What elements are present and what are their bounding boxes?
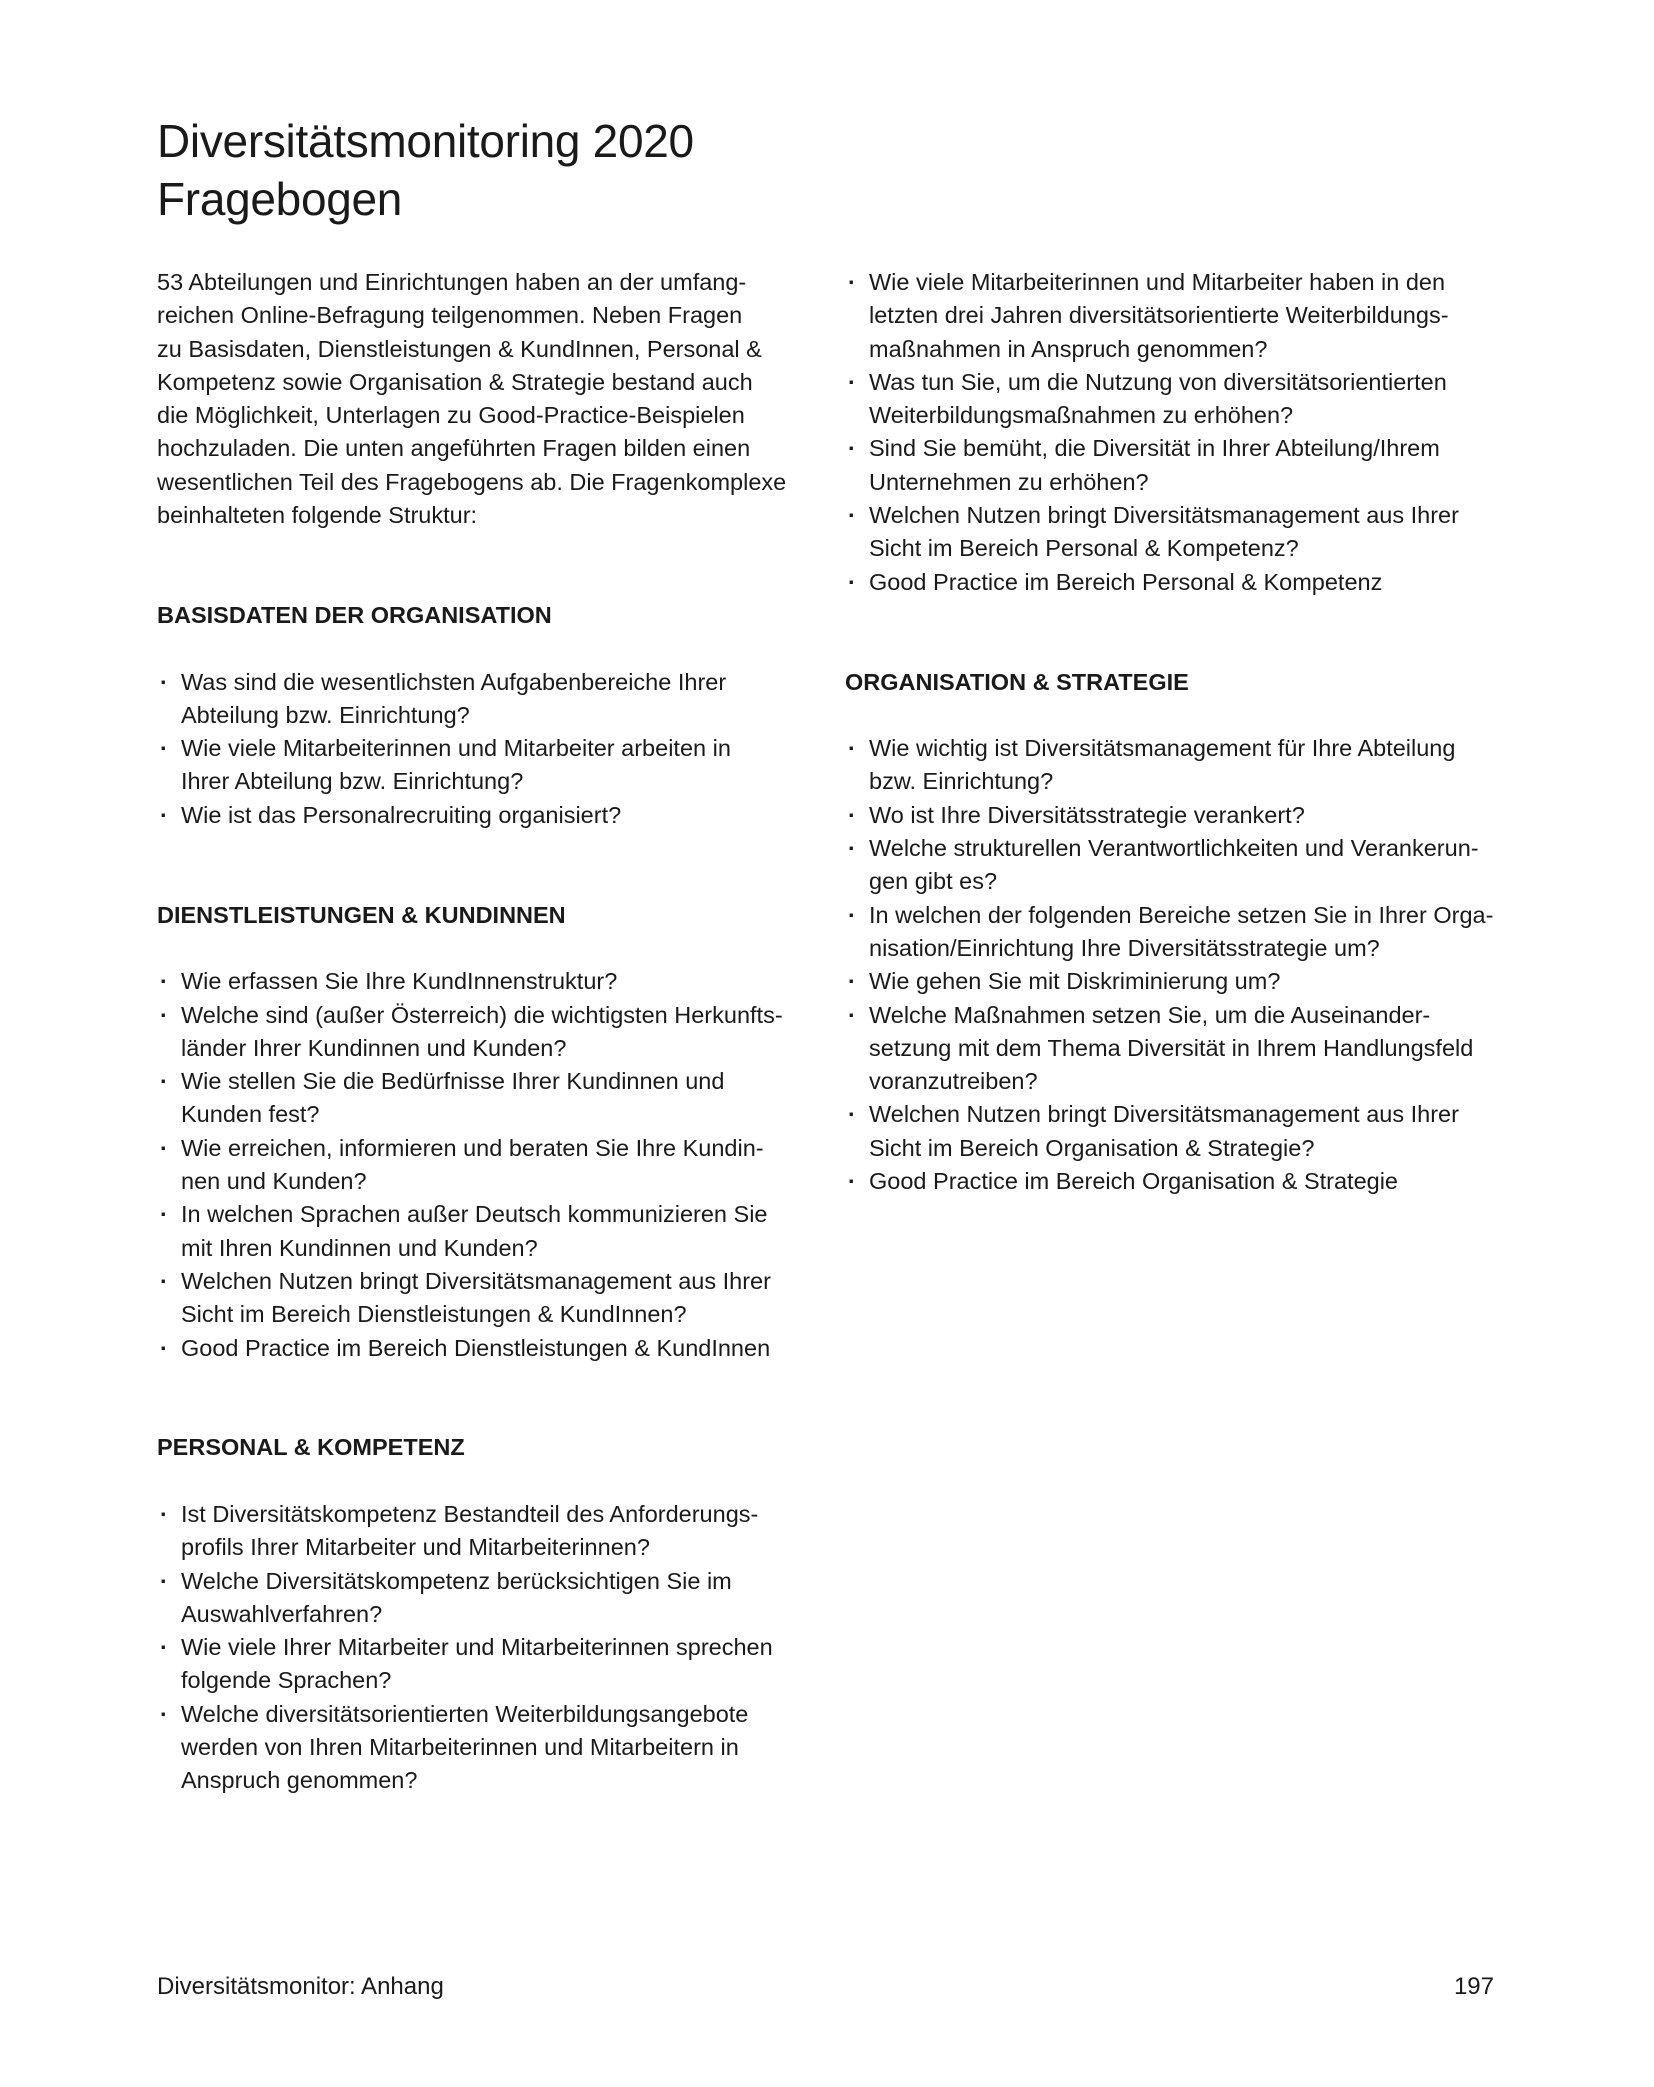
question-line: Welchen Nutzen bringt Diversitätsmanagement aus Ihrer xyxy=(181,1267,771,1294)
question-line: gen gibt es? xyxy=(869,868,998,895)
question-line: Unternehmen zu erhöhen? xyxy=(869,468,1149,495)
question-line: Sicht im Bereich Dienstleistungen & KundInnen? xyxy=(181,1301,687,1328)
page-footer xyxy=(157,1970,1497,2004)
question-line: profils Ihrer Mitarbeiter und Mitarbeiterinnen? xyxy=(181,1534,650,1561)
question-line: In welchen Sprachen außer Deutsch kommunizieren Sie xyxy=(181,1201,768,1228)
question-line: Good Practice im Bereich Personal & Kompetenz xyxy=(869,568,1383,595)
question-item xyxy=(845,832,1525,899)
question-item xyxy=(845,965,1525,998)
question-line: setzung mit dem Thema Diversität in Ihrem Handlungsfeld xyxy=(869,1034,1474,1061)
question-line: Wie erfassen Sie Ihre KundInnenstruktur? xyxy=(181,968,618,995)
question-item xyxy=(157,1132,812,1199)
question-line: Sind Sie bemüht, die Diversität in Ihrer Abteilung/Ihrem xyxy=(869,435,1440,462)
question-line: maßnahmen in Anspruch genommen? xyxy=(869,335,1268,362)
question-line: Sicht im Bereich Organisation & Strategie? xyxy=(869,1134,1315,1161)
question-item xyxy=(157,1565,812,1632)
question-item xyxy=(157,732,812,799)
question-line: Anspruch genommen? xyxy=(181,1767,418,1794)
question-item xyxy=(157,1065,812,1132)
question-item xyxy=(157,965,812,998)
question-item xyxy=(845,999,1525,1099)
question-item xyxy=(845,366,1525,433)
question-item xyxy=(845,266,1525,366)
question-item xyxy=(157,1198,812,1265)
question-list-personal xyxy=(157,1498,812,1798)
question-item xyxy=(845,1098,1525,1165)
question-list-dienstleistungen xyxy=(157,965,812,1365)
intro-line: zu Basisdaten, Dienstleistungen & KundInnen, Personal & xyxy=(157,335,762,362)
intro-line: beinhalteten folgende Struktur: xyxy=(157,502,478,529)
question-line: Welche Diversitätskompetenz berücksichtigen Sie im xyxy=(181,1567,732,1594)
question-line: Wo ist Ihre Diversitätsstrategie verankert? xyxy=(869,801,1305,828)
question-item xyxy=(845,732,1525,799)
question-line: letzten drei Jahren diversitätsorientierte Weiterbildungs- xyxy=(869,302,1449,329)
question-line: Was sind die wesentlichsten Aufgabenbereiche Ihrer xyxy=(181,668,727,695)
question-list-organisation xyxy=(845,732,1525,1198)
section-heading-basisdaten: BASISDATEN DER ORGANISATION xyxy=(157,601,552,628)
question-line: länder Ihrer Kundinnen und Kunden? xyxy=(181,1034,567,1061)
question-line: werden von Ihren Mitarbeiterinnen und Mitarbeitern in xyxy=(181,1734,739,1761)
question-line: folgende Sprachen? xyxy=(181,1667,392,1694)
question-item xyxy=(157,666,812,733)
question-line: Ist Diversitätskompetenz Bestandteil des Anforderungs- xyxy=(181,1500,759,1527)
question-line: nisation/Einrichtung Ihre Diversitätsstrategie um? xyxy=(869,934,1380,961)
question-line: Welche Maßnahmen setzen Sie, um die Auseinander- xyxy=(869,1001,1431,1028)
section-heading-personal: PERSONAL & KOMPETENZ xyxy=(157,1434,465,1461)
right-column xyxy=(845,266,1525,1198)
question-item xyxy=(157,1332,812,1365)
question-line: Welchen Nutzen bringt Diversitätsmanagement aus Ihrer xyxy=(869,1101,1459,1128)
page-title-line-2: Fragebogen xyxy=(157,173,403,225)
question-line: Abteilung bzw. Einrichtung? xyxy=(181,701,470,728)
question-line: In welchen der folgenden Bereiche setzen Sie in Ihrer Orga- xyxy=(869,901,1494,928)
question-line: voranzutreiben? xyxy=(869,1068,1038,1095)
question-line: Sicht im Bereich Personal & Kompetenz? xyxy=(869,535,1299,562)
section-heading-dienstleistungen: DIENSTLEISTUNGEN & KUNDINNEN xyxy=(157,901,566,928)
question-item xyxy=(845,566,1525,599)
footer-running-title: Diversitätsmonitor: Anhang xyxy=(157,1973,444,2000)
question-item xyxy=(157,1698,812,1798)
question-line: Good Practice im Bereich Dienstleistungen & KundInnen xyxy=(181,1334,771,1361)
question-line: Wie viele Ihrer Mitarbeiter und Mitarbeiterinnen sprechen xyxy=(181,1634,773,1661)
page-number: 197 xyxy=(1453,1973,1494,2000)
question-list-basisdaten xyxy=(157,666,812,832)
question-line: Welche diversitätsorientierten Weiterbildungsangebote xyxy=(181,1700,749,1727)
question-line: Welche strukturellen Verantwortlichkeiten und Verankerun- xyxy=(869,835,1479,862)
question-line: Was tun Sie, um die Nutzung von diversitätsorientierten xyxy=(869,368,1447,395)
question-line: Auswahlverfahren? xyxy=(181,1600,383,1627)
question-line: Wie stellen Sie die Bedürfnisse Ihrer Kundinnen und xyxy=(181,1068,725,1095)
question-item xyxy=(157,1631,812,1698)
question-item xyxy=(845,799,1525,832)
question-line: nen und Kunden? xyxy=(181,1168,367,1195)
section-heading-organisation: ORGANISATION & STRATEGIE xyxy=(845,668,1189,695)
intro-line: wesentlichen Teil des Fragebogens ab. Die Fragenkomplexe xyxy=(157,468,787,495)
question-line: mit Ihren Kundinnen und Kunden? xyxy=(181,1234,538,1261)
intro-line: 53 Abteilungen und Einrichtungen haben an der umfang- xyxy=(157,269,747,295)
question-line: Weiterbildungsmaßnahmen zu erhöhen? xyxy=(869,402,1294,429)
question-item xyxy=(157,799,812,832)
question-line: bzw. Einrichtung? xyxy=(869,768,1054,795)
page-title xyxy=(157,112,694,228)
left-column xyxy=(157,266,812,1798)
intro-line: die Möglichkeit, Unterlagen zu Good-Practice-Beispielen xyxy=(157,402,745,429)
question-item xyxy=(845,432,1525,499)
intro-paragraph xyxy=(157,266,812,532)
question-line: Wie viele Mitarbeiterinnen und Mitarbeiter arbeiten in xyxy=(181,735,731,762)
page-title-line-1: Diversitätsmonitoring 2020 xyxy=(157,115,694,167)
question-line: Welchen Nutzen bringt Diversitätsmanagement aus Ihrer xyxy=(869,502,1459,529)
question-item xyxy=(157,1498,812,1565)
question-item xyxy=(845,499,1525,566)
question-list-personal-continued xyxy=(845,266,1525,599)
question-line: Wie ist das Personalrecruiting organisiert? xyxy=(181,801,622,828)
question-line: Ihrer Abteilung bzw. Einrichtung? xyxy=(181,768,524,795)
question-line: Kunden fest? xyxy=(181,1101,320,1128)
question-item xyxy=(157,999,812,1066)
question-line: Wie wichtig ist Diversitätsmanagement für Ihre Abteilung xyxy=(869,735,1456,762)
question-item xyxy=(157,1265,812,1332)
question-line: Wie viele Mitarbeiterinnen und Mitarbeiter haben in den xyxy=(869,269,1446,295)
intro-line: reichen Online-Befragung teilgenommen. Neben Fragen xyxy=(157,302,743,329)
question-line: Welche sind (außer Österreich) die wichtigsten Herkunfts- xyxy=(181,1001,783,1028)
question-line: Wie erreichen, informieren und beraten Sie Ihre Kundin- xyxy=(181,1134,764,1161)
intro-line: hochzuladen. Die unten angeführten Fragen bilden einen xyxy=(157,435,751,462)
question-item xyxy=(845,899,1525,966)
question-line: Wie gehen Sie mit Diskriminierung um? xyxy=(869,968,1281,995)
intro-line: Kompetenz sowie Organisation & Strategie bestand auch xyxy=(157,368,753,395)
question-item xyxy=(845,1165,1525,1198)
question-line: Good Practice im Bereich Organisation & Strategie xyxy=(869,1168,1399,1195)
